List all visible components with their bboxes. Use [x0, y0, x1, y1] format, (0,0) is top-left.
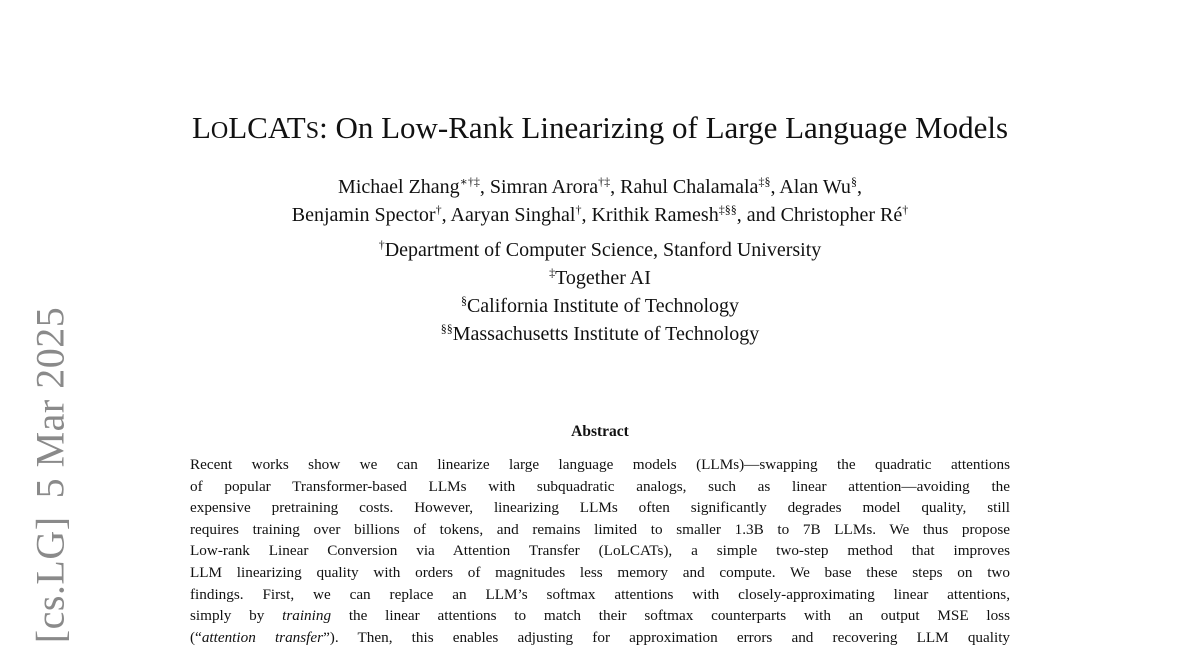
abstract-text: the linear attentions to match their softmax counterparts with an output MSE loss: [331, 607, 1011, 625]
title-rest: : On Low-Rank Linearizing of Large Language Models: [319, 110, 1009, 145]
abstract-line: Low-rank Linear Conversion via Attention Transfer (LoLCATs), a simple two-step method that improves: [190, 542, 1010, 560]
title-name-part: S: [305, 118, 320, 144]
author-marks: †‡: [598, 174, 611, 189]
paper-title: [0, 108, 1200, 151]
author-separator: ,: [856, 176, 862, 198]
abstract-text: (“: [190, 628, 202, 646]
arxiv-side-stamp: [27, 307, 74, 643]
author-separator: ,: [441, 204, 451, 226]
affiliation-name: California Institute of Technology: [466, 295, 740, 317]
author-marks: †: [575, 202, 582, 217]
author-marks: §: [850, 174, 857, 189]
affiliation-mark: §§: [440, 321, 453, 336]
author-name: Christopher Ré: [780, 204, 903, 226]
title-name-part: L: [191, 110, 211, 145]
author-name: Rahul Chalamala: [620, 176, 759, 198]
abstract-line: Recent works show we can linearize large language models (LLMs)—swapping the quadratic attentions: [190, 456, 1010, 473]
author-marks: ‡§§: [718, 202, 737, 217]
author-separator: ,: [581, 204, 592, 226]
affiliation-name: Together AI: [555, 267, 651, 289]
author-marks: ‡§: [758, 174, 771, 189]
affiliation: [0, 264, 1200, 292]
abstract-body: [190, 454, 1010, 648]
author-name: Michael Zhang: [338, 176, 460, 198]
title-name-part: LCAT: [228, 110, 306, 145]
abstract-text: simply by: [190, 607, 283, 625]
author-name: Krithik Ramesh: [591, 204, 719, 226]
affiliation: [0, 292, 1200, 320]
abstract-emphasis: attention transfer: [201, 628, 324, 646]
abstract-emphasis: training: [282, 607, 332, 625]
affiliation-mark: §: [460, 293, 467, 308]
abstract-line: LLM linearizing quality with orders of magnitudes less memory and compute. We base these steps on two: [190, 563, 1010, 581]
author-separator: ,: [770, 176, 780, 198]
affiliation-list: [0, 236, 1200, 348]
abstract-text: ”). Then, this enables adjusting for approximation errors and recovering LLM quality: [323, 628, 1011, 646]
author-marks: †: [902, 202, 909, 217]
abstract-heading: Abstract: [571, 423, 629, 440]
author-separator: ,: [610, 176, 621, 198]
author-name: Alan Wu: [779, 176, 851, 198]
abstract-line: of popular Transformer-based LLMs with subquadratic analogs, such as linear attention—avoiding the: [190, 477, 1010, 495]
abstract-line: [190, 627, 1010, 648]
abstract-line: [190, 605, 1010, 627]
abstract-line: findings. First, we can replace an LLM’s softmax attentions with closely-approximating linear attentions,: [190, 585, 1010, 603]
affiliation-mark: ‡: [549, 265, 556, 280]
arxiv-date: 5 Mar 2025: [27, 306, 73, 499]
author-marks: ∗†‡: [459, 174, 480, 189]
abstract-line: expensive pretraining costs. However, linearizing LLMs often significantly degrades model quality, still: [190, 499, 1010, 517]
affiliation: [0, 236, 1200, 264]
abstract-line: requires training over billions of tokens, and remains limited to smaller 1.3B to 7B LLMs. We thus propose: [190, 520, 1010, 538]
affiliation-mark: †: [378, 237, 385, 252]
author-line-2: [0, 201, 1200, 229]
author-separator: , and: [736, 204, 781, 226]
affiliation: [0, 320, 1200, 348]
author-name: Aaryan Singhal: [450, 204, 576, 226]
arxiv-category: [cs.LG]: [27, 516, 73, 644]
author-list: [0, 173, 1200, 229]
title-name-part: O: [210, 118, 229, 144]
affiliation-name: Department of Computer Science, Stanford University: [384, 239, 822, 261]
affiliation-name: Massachusetts Institute of Technology: [452, 323, 760, 345]
author-name: Benjamin Spector: [291, 204, 436, 226]
author-separator: ,: [479, 176, 490, 198]
author-line-1: [0, 173, 1200, 201]
author-marks: †: [435, 202, 442, 217]
author-name: Simran Arora: [489, 176, 599, 198]
